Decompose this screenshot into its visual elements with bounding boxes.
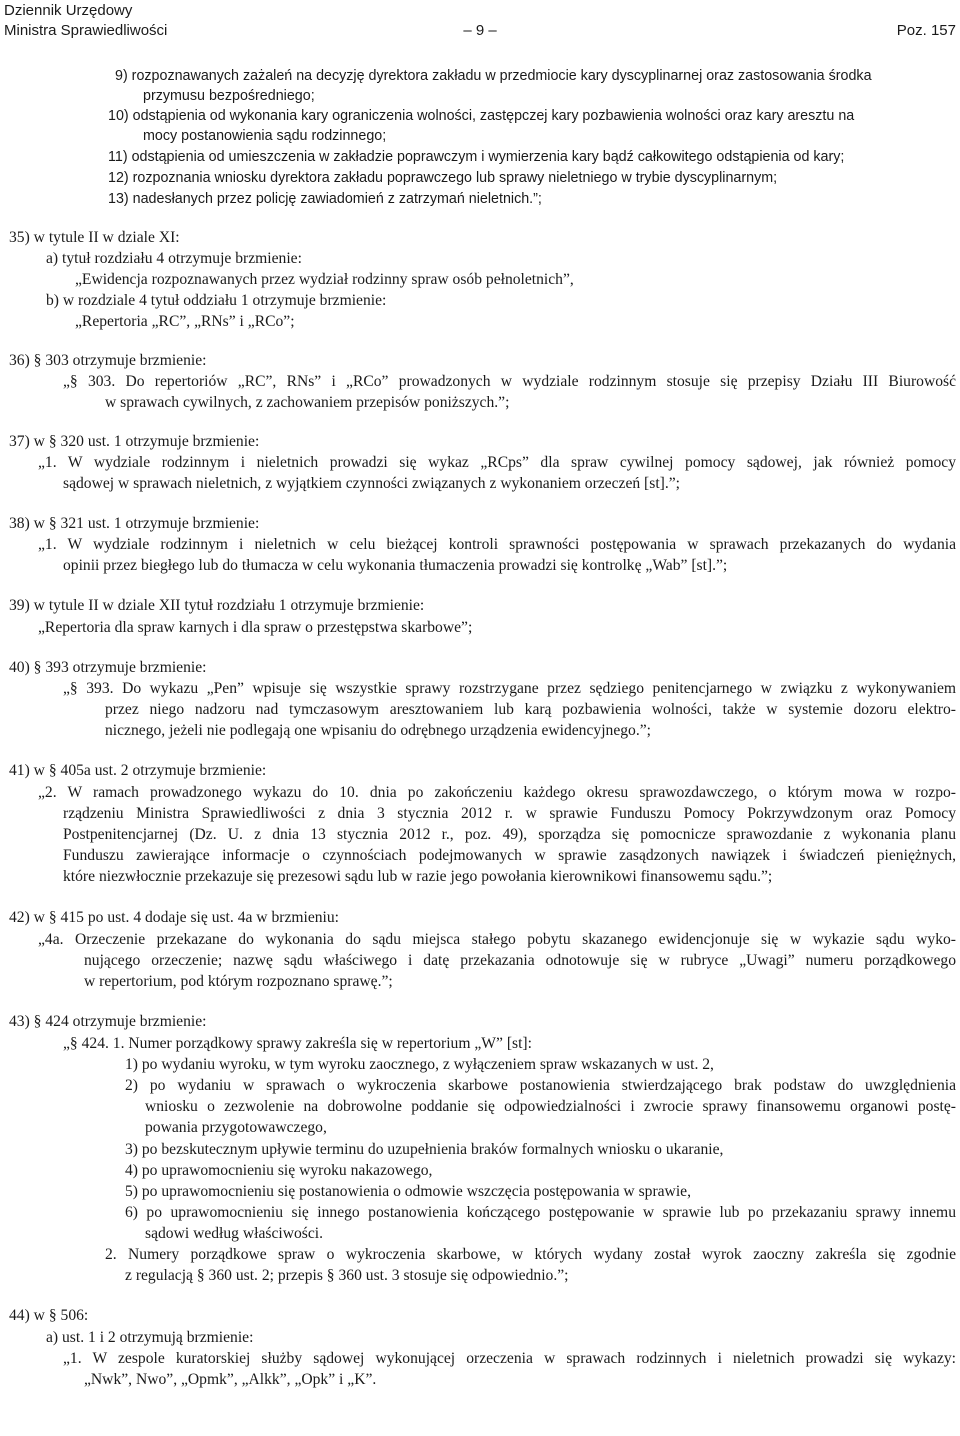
text-line: 5) po uprawomocnieniu się postanowienia o odmowie wszczęcia postępowania w sprawie, (125, 1183, 691, 1200)
text-line: 11) odstąpienia od umieszczenia w zakładzie poprawczym i wymierzenia kary bądź całkowitego odstąpienia od kary; (108, 149, 845, 165)
text-line: 13) nadesłanych przez policję zawiadomień z zatrzymań nieletnich.”; (108, 191, 542, 207)
text-line: przymusu bezpośredniego; (143, 88, 315, 104)
text-line: b) w rozdziale 4 tytuł oddziału 1 otrzymuje brzmienie: (46, 292, 387, 309)
text-line: które niezwłocznie przekazuje się prezesowi sądu lub w razie jego powołania kierownikowi finansowemu sądu.”; (63, 868, 773, 885)
text-line: 36) § 303 otrzymuje brzmienie: (9, 352, 207, 369)
text-line: 38) w § 321 ust. 1 otrzymuje brzmienie: (9, 515, 260, 532)
text-line: opinii przez biegłego lub do tłumacza w celu wykonania tłumaczenia prowadzi się kontrolkę „Wab” [st].”; (63, 557, 728, 574)
text-line: 1) po wydaniu wyroku, w tym wyroku zaocznego, z wyłączeniem spraw wskazanych w ust. 2, (125, 1056, 714, 1073)
text-line: 4) po uprawomocnieniu się wyroku nakazowego, (125, 1162, 433, 1179)
text-line: 41) w § 405a ust. 2 otrzymuje brzmienie: (9, 762, 267, 779)
text-line: „Repertoria „RC”, „RNs” i „RCo”; (75, 313, 295, 330)
text-line: „Repertoria dla spraw karnych i dla spraw o przestępstwa skarbowe”; (38, 619, 473, 636)
text-line: Funduszu zawierające informacje o czynnościach podejmowanych w sprawie zasądzonych nawiązek i świadczeń pieniężnych, (63, 847, 956, 864)
text-line: 6) po uprawomocnieniu się innego postanowienia kończącego postępowanie w sprawie lub po przekazaniu sprawy innemu (125, 1204, 956, 1221)
text-line: a) ust. 1 i 2 otrzymują brzmienie: (46, 1329, 254, 1346)
text-line: przez niego nadzoru nad tymczasowym aresztowaniem lub karą pozbawienia wolności, także w systemie dozoru elektro- (105, 701, 956, 718)
text-line: 3) po bezskutecznym upływie terminu do uzupełnienia braków formalnych wniosku o ukaranie, (125, 1141, 724, 1158)
text-line: „§ 393. Do wykazu „Pen” wpisuje się wszystkie sprawy rozstrzygane przez sędziego penitencjarnego w związku z wykonywaniem (63, 680, 956, 697)
text-line: 42) w § 415 po ust. 4 dodaje się ust. 4a w brzmieniu: (9, 909, 340, 926)
ministry-name: Ministra Sprawiedliwości (4, 22, 168, 39)
text-line: 43) § 424 otrzymuje brzmienie: (9, 1013, 207, 1030)
text-line: „Ewidencja rozpoznawanych przez wydział rodzinny spraw osób pełnoletnich”, (75, 271, 574, 288)
text-line: „§ 424. 1. Numer porządkowy sprawy zakreśla się w repertorium „W” [st]: (63, 1035, 532, 1052)
text-line: Postpenitencjarnej (Dz. U. z dnia 13 stycznia 2012 r., poz. 49), sporządza się pomocnicze sprawozdanie z wykonania planu (63, 826, 956, 843)
text-line: mocy postanowienia sądu rodzinnego; (143, 128, 387, 144)
text-line: „1. W wydziale rodzinnym i nieletnich prowadzi się wykaz „RCps” dla spraw cywilnej pomocy sądowej, jak również pomocy (38, 454, 956, 471)
text-line: sądowej w sprawach nieletnich, z wyjątkiem czynności związanych z wykonaniem orzeczeń [st].”; (63, 475, 680, 492)
text-line: wniosku o zezwolenie na dobrowolne poddanie się odpowiedzialności i zwrocie sprawy finansowemu organowi postę- (145, 1098, 956, 1115)
text-line: „Nwk”, Nwo”, „Opmk”, „Alkk”, „Opk” i „K”. (84, 1371, 377, 1388)
text-line: 39) w tytule II w dziale XII tytuł rozdziału 1 otrzymuje brzmienie: (9, 597, 425, 614)
text-line: „§ 303. Do repertoriów „RC”, RNs” i „RCo” prowadzonych w wydziale rodzinnym stosuje się przepisy Działu III Biurowość (63, 373, 956, 390)
text-line: „1. W wydziale rodzinnym i nieletnich w celu bieżącej kontroli sprawności postępowania w sprawach przekazanych do wydania (38, 536, 956, 553)
page-number: – 9 – (463, 22, 497, 39)
journal-title: Dziennik Urzędowy (4, 2, 133, 19)
text-line: nicznego, jeżeli nie podlegają one wpisaniu do odrębnego urządzenia ewidencyjnego.”; (105, 722, 651, 739)
text-line: w sprawach cywilnych, z zachowaniem przepisów poniższych.”; (105, 394, 510, 411)
text-line: rządzeniu Ministra Sprawiedliwości z dnia 3 stycznia 2012 r. w sprawie Funduszu Pomocy Pokrzywdzonym oraz Pomocy (63, 805, 956, 822)
text-line: 44) w § 506: (9, 1307, 89, 1324)
position-number: Poz. 157 (896, 22, 956, 39)
text-line: „2. W ramach prowadzonego wykazu do 10. dnia po zakończeniu każdego okresu sprawozdawczego, o którym mowa w rozpo- (38, 784, 956, 801)
text-line: 40) § 393 otrzymuje brzmienie: (9, 659, 207, 676)
text-line: 10) odstąpienia od wykonania kary ograniczenia wolności, zastępczej kary pozbawienia wolności oraz kary aresztu na (108, 108, 855, 124)
text-line: powania przygotowawczego, (145, 1119, 327, 1136)
text-line: 12) rozpoznania wniosku dyrektora zakładu poprawczego lub sprawy nieletniego w trybie dyscyplinarnym; (108, 170, 778, 186)
text-line: 9) rozpoznawanych zażaleń na decyzję dyrektora zakładu w przedmiocie kary dyscyplinarnej oraz zastosowania środka (115, 68, 872, 84)
text-line: „4a. Orzeczenie przekazane do wykonania do sądu miejsca stałego pobytu skazanego ewidencjonuje się w wykazie sądu wyko- (38, 931, 956, 948)
text-line: 37) w § 320 ust. 1 otrzymuje brzmienie: (9, 433, 260, 450)
text-line: w repertorium, pod którym rozpoznano sprawę.”; (84, 973, 393, 990)
text-line: z regulacją § 360 ust. 2; przepis § 360 ust. 3 stosuje się odpowiednio.”; (125, 1267, 569, 1284)
text-line: nującego orzeczenie; nazwę sądu właściwego i datę przekazania odnotowuje się w rubryce „Uwagi” numeru porządkowego (84, 952, 956, 969)
text-line: sądowi według właściwości. (145, 1225, 323, 1242)
text-line: 2) po wydaniu w sprawach o wykroczenia skarbowe postanowienia stwierdzającego brak podstaw do uwzględnienia (125, 1077, 956, 1094)
text-line: 2. Numery porządkowe spraw o wykroczenia skarbowe, w których wydany został wyrok zaoczny zakreśla się zgodnie (105, 1246, 956, 1263)
text-line: „1. W zespole kuratorskiej służby sądowej wykonującej orzeczenia w sprawach rodzinnych i nieletnich prowadzi się wykazy: (63, 1350, 956, 1367)
text-line: a) tytuł rozdziału 4 otrzymuje brzmienie: (46, 250, 302, 267)
text-line: 35) w tytule II w dziale XI: (9, 229, 180, 246)
